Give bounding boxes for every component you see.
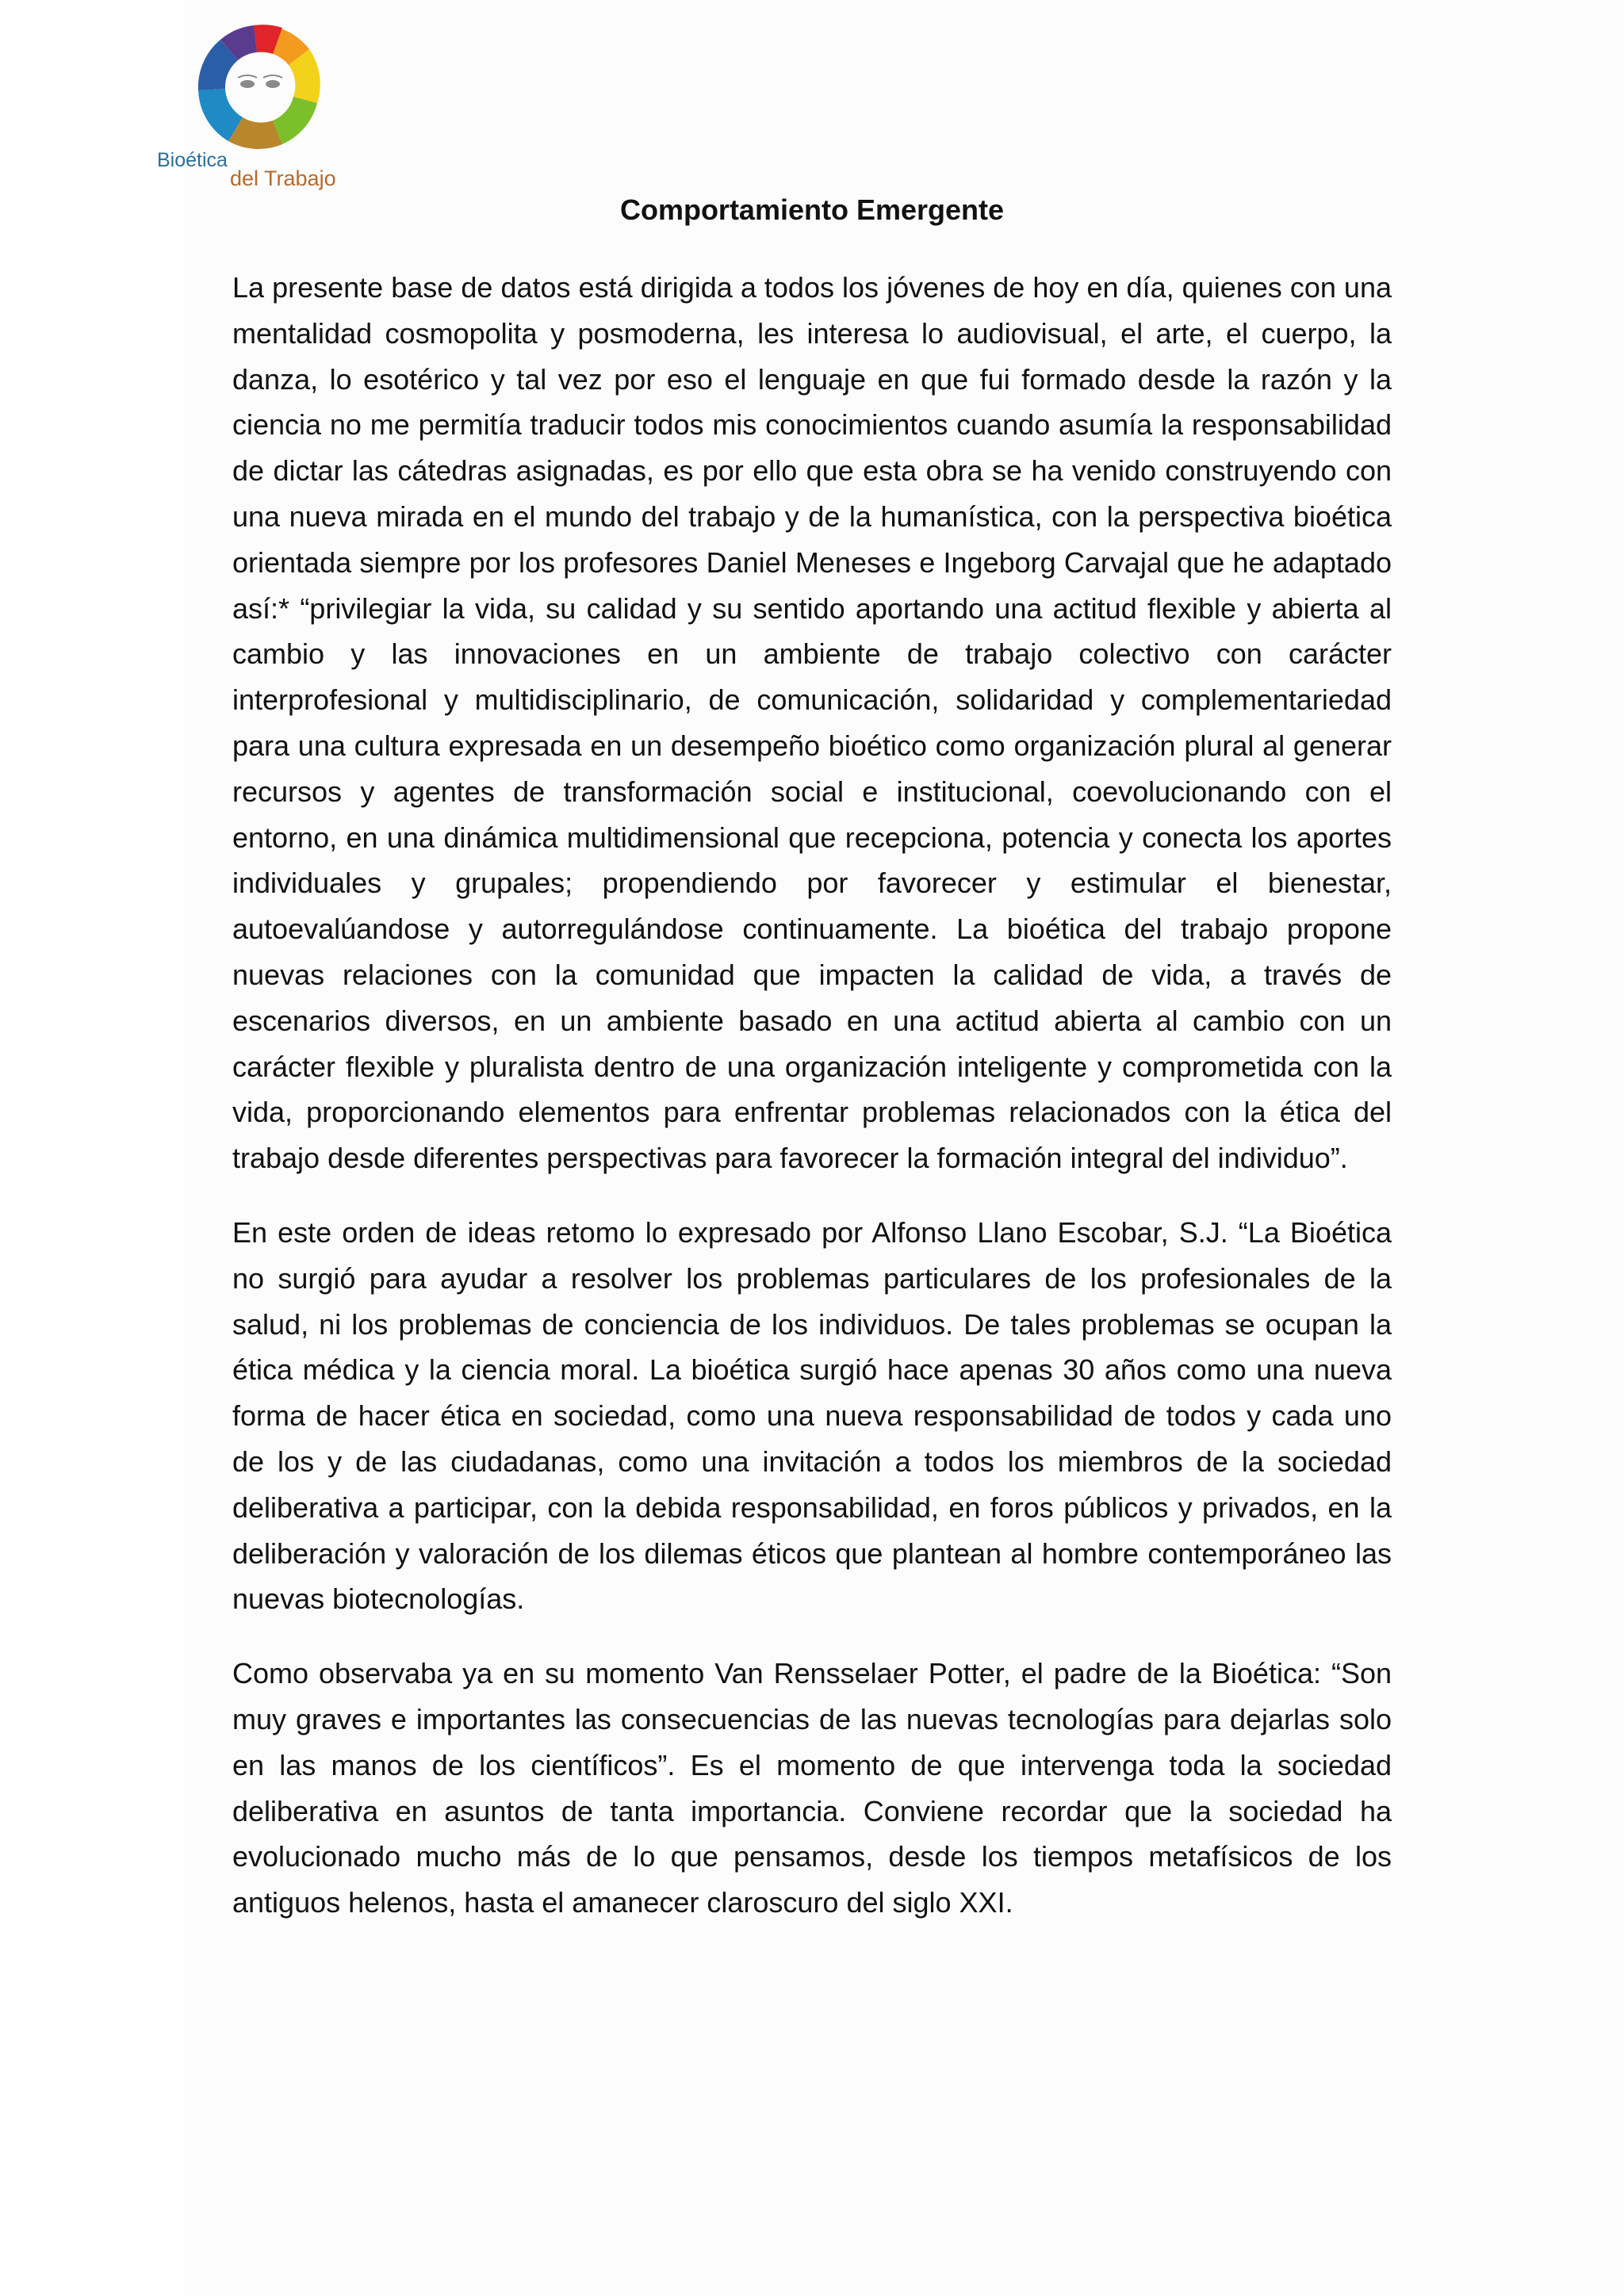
paragraph: La presente base de datos está dirigida a todos los jóvenes de hoy en día, quienes con una mentalidad cosmopolita y posmoderna, les interesa lo audiovisual, el arte, el cuerpo, la danza, lo esotérico y tal vez por eso el lenguaje en que fui formado desde la razón y la ciencia no me permitía traducir todos mis conocimientos cuando asumía la responsabilidad de dictar las cátedras asignadas, es por ello que esta obra se ha venido construyendo con una nueva mirada en el mundo del trabajo y de la humanística, con la perspectiva bioética orientada siempre por los profesores Daniel Meneses e Ingeborg Carvajal que he adaptado así:* “privilegiar la vida, su calidad y su sentido aportando una actitud flexible y abierta al cambio y las innovaciones en un ambiente de trabajo colectivo con carácter interprofesional y multidisciplinario, de comunicación, solidaridad y complementariedad para una cultura expresada en un desempeño bioético como organización plural al generar recursos y agentes de transformación social e institucional, coevolucionando con el entorno, en una dinámica multidimensional que recepciona, potencia y conecta los aportes individuales y grupales; propendiendo por favorecer y estimular el bienestar, autoevalúandose y autorregulándose continuamente. La bioética del trabajo propone nuevas relaciones con la comunidad que impacten la calidad de vida, a través de escenarios diversos, en un ambiente basado en una actitud abierta al cambio con un carácter flexible y pluralista dentro de una organización inteligente y comprometida con la vida, proporcionando elementos para enfrentar problemas relacionados con la ética del trabajo desde diferentes perspectivas para favorecer la formación integral del individuo”. bbox=[232, 271, 1392, 1175]
logo-text-bioetica: Bioética bbox=[157, 149, 228, 171]
bioetica-logo bbox=[157, 16, 347, 198]
logo-mark-icon bbox=[157, 16, 347, 151]
paragraph: En este orden de ideas retomo lo expresado por Alfonso Llano Escobar, S.J. “La Bioética no surgió para ayudar a resolver los problemas particulares de los profesionales de la salud, ni los problemas de conciencia de los individuos. De tales problemas se ocupan la ética médica y la ciencia moral. La bioética surgió hace apenas 30 años como una nueva forma de hacer ética en sociedad, como una nueva responsabilidad de todos y cada uno de los y de las ciudadanas, como una invitación a todos los miembros de la sociedad deliberativa a participar, con la debida responsabilidad, en foros públicos y privados, en la deliberación y valoración de los dilemas éticos que plantean al hombre contemporáneo las nuevas biotecnologías. bbox=[232, 1215, 1392, 1616]
logo-text-del-trabajo: del Trabajo bbox=[230, 166, 336, 190]
document-body bbox=[232, 265, 1392, 1954]
paragraph: Como observaba ya en su momento Van Rensselaer Potter, el padre de la Bioética: “Son muy graves e importantes las consecuencias de las nuevas tecnologías para dejarlas solo en las manos de los científicos”. Es el momento de que intervenga toda la sociedad deliberativa en asuntos de tanta importancia. Conviene recordar que la sociedad ha evolucionado mucho más de lo que pensamos, desde los tiempos metafísicos de los antiguos helenos, hasta el amanecer claroscuro del siglo XXI. bbox=[232, 1657, 1392, 1919]
document-title: Comportamiento Emergente bbox=[619, 193, 1005, 226]
